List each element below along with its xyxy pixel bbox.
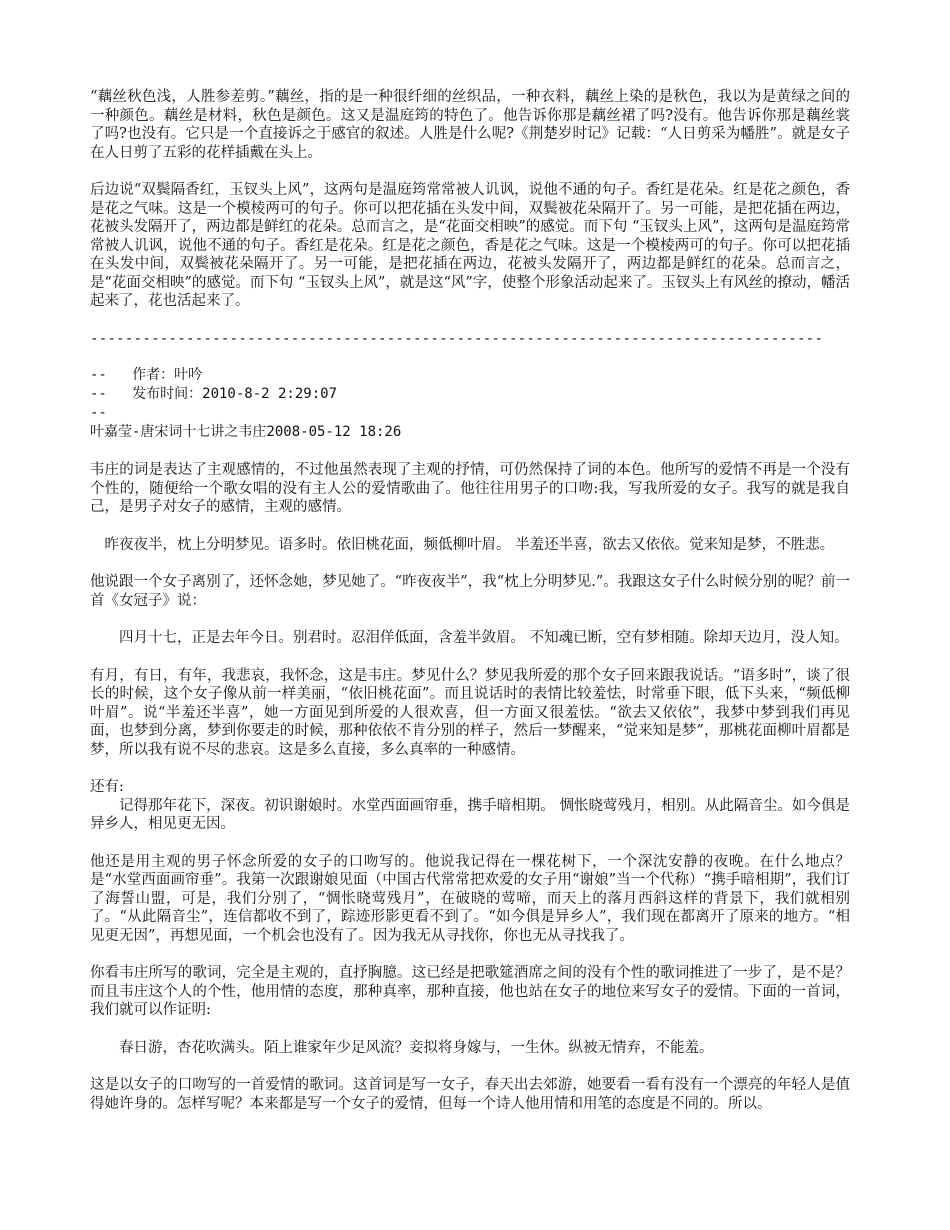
date-line: -- 发布时间：2010-8-2 2:29:07 (90, 386, 338, 402)
paragraph: 你看韦庄所写的歌词，完全是主观的，直抒胸臆。这已经是把歌筵酒席之间的没有个性的歌词推进了一步了，是不是？而且韦庄这个人的个性，他用情的态度，那种真率，那种直接，他也站在女子的地位来写女子的爱情。下面的一首词，我们就可以作证明: (90, 965, 850, 1018)
poem-quote: 四月十七，正是去年今日。别君时。忍泪佯低面，含羞半敛眉。 不知魂已断，空有梦相随。除却天边月，没人知。 (119, 630, 849, 646)
paragraph: 有月，有日，有年，我悲哀，我怀念，这是韦庄。梦见什么？梦见我所爱的那个女子回来跟我说话。“语多时”，谈了很长的时候，这个女子像从前一样美丽，“依旧桃花面”。而且说话时的表情比较羞怯，时常垂下眼，低下头来，“频低柳叶眉”。说“半羞还半喜”，她一方面见到所爱的人很欢喜，但一方面又很羞怯。“欲去又依依”，我梦中梦到我们再见面，也梦到分离，梦到你要走的时候，那种依依不肯分别的样子，然后一梦醒来，“觉来知是梦”，那桃花面柳叶眉都是梦，所以我有说不尽的悲哀。这是多么直接，多么真率的一种感情。 (90, 667, 850, 758)
poem-quote: 春日游，杏花吹满头。陌上谁家年少足风流？妾拟将身嫁与，一生休。纵被无情弃，不能羞。 (119, 1039, 714, 1056)
paragraph-label: 还有: (90, 779, 124, 795)
paragraph: 这是以女子的口吻写的一首爱情的歌词。这首词是写一女子，春天出去郊游，她要看一看有没有一个漂亮的年轻人是值得她许身的。怎样写呢？本来都是写一个女子的爱情，但每一个诗人他用情和用笔的态度是不同的。所以。 (90, 1077, 850, 1112)
paragraph: 后边说“双鬓隔香红，玉钗头上风”，这两句是温庭筠常常被人讥讽，说他不通的句子。香红是花朵。红是花之颜色，香是花之气味。这是一个模棱两可的句子。你可以把花插在头发中间，双鬓被花朵隔开了。另一可能，是把花插在两边，花被头发隔开了，两边都是鲜红的花朵。总而言之，是“花面交相映”的感觉。而下句 “玉钗头上风”，这两句是温庭筠常常被人讥讽，说他不通的句子。香红是花朵。红是花之颜色，香是花之气味。这是一个模棱两可的句子。你可以把花插在头发中间，双鬓被花朵隔开了。另一可能，是把花插在两边，花被头发隔开了，两边都是鲜红的花朵。总而言之，是“花面交相映”的感觉。而下句 “玉钗头上风”，就是这“风”字，使整个形象活动起来了。玉钗头上有风丝的撩动，幡活起来了，花也活起来了。 (90, 182, 850, 309)
paragraph: “藕丝秋色浅，人胜参差剪。”藕丝，指的是一种很纤细的丝织品，一种衣料，藕丝上染的是秋色，我以为是黄绿之间的一种颜色。藕丝是材料，秋色是颜色。这又是温庭筠的特色了。他告诉你那是藕丝裙了吗?没有。他告诉你那是藕丝裳了吗?也没有。它只是一个直接诉之于感官的叙述。人胜是什么呢?《荆楚岁时记》记载：“人日剪采为幡胜”。就是女子在人日剪了五彩的花样插戴在头上。 (90, 89, 850, 161)
paragraph: 韦庄的词是表达了主观感情的，不过他虽然表现了主观的抒情，可仍然保持了词的本色。他所写的爱情不再是一个没有个性的，随便给一个歌女唱的没有主人公的爱情歌曲了。他往往用男子的口吻:我，写我所爱的女子。我写的就是我自己，是男子对女子的感情，主观的感情。 (90, 462, 850, 515)
poem-quote: 昨夜夜半，枕上分明梦见。语多时。依旧桃花面，频低柳叶眉。 半羞还半喜，欲去又依依。觉来知是梦，不胜悲。 (104, 536, 835, 553)
poem-quote: 记得那年花下，深夜。初识谢娘时。水堂西面画帘垂，携手暗相期。 惆怅晓莺残月，相别。从此隔音尘。如今俱是异乡人，相见更无因。 (90, 797, 850, 832)
dash-line: -- (90, 405, 107, 421)
article-title: 叶嘉莹-唐宋词十七讲之韦庄2008-05-12 18:26 (90, 424, 402, 440)
paragraph: 他说跟一个女子离别了，还怀念她，梦见她了。“昨夜夜半”，我“枕上分明梦见.”。我跟这女子什么时候分别的呢？前一首《女冠子》说： (90, 574, 850, 609)
author-line: -- 作者：叶吟 (90, 367, 203, 383)
paragraph: 他还是用主观的男子怀念所爱的女子的口吻写的。他说我记得在一棵花树下，一个深沈安静的夜晚。在什么地点？是“水堂西面画帘垂”。我第一次跟谢娘见面（中国古代常常把欢爱的女子用“谢娘”当一个代称）“携手暗相期”，我们订了海誓山盟，可是，我们分别了，“惆怅晓莺残月”，在破晓的莺啼，而天上的落月西斜这样的背景下，我们就相别了。“从此隔音尘”，连信都收不到了，踪迹形影更看不到了。“如今俱是异乡人”，我们现在都离开了原来的地方。“相见更无因”，再想见面，一个机会也没有了。因为我无从寻找你，你也无从寻找我了。 (90, 853, 850, 944)
divider-line: ------------------------------------------------------------------------------------ (90, 330, 824, 347)
